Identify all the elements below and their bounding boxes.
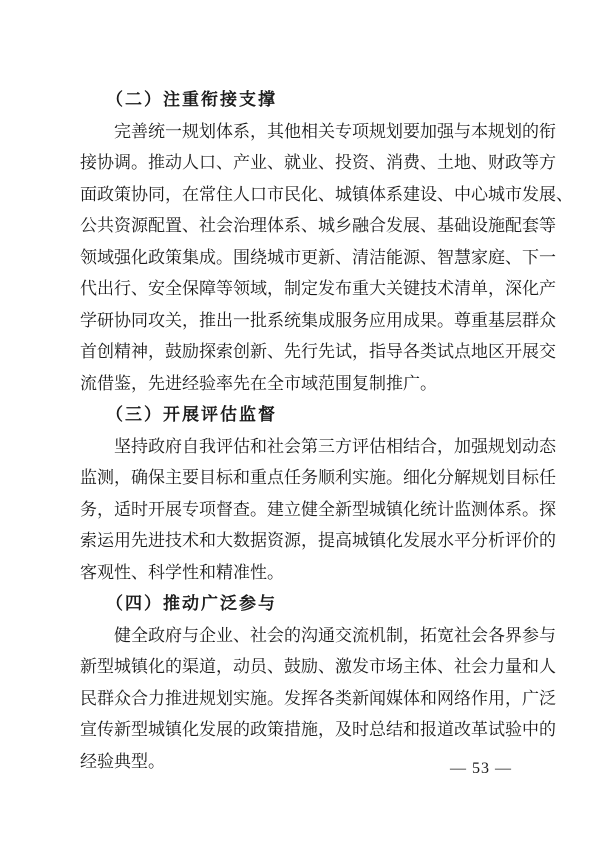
section-heading: （二）注重衔接支撑 <box>106 90 277 110</box>
paragraph-line: 领域强化政策集成。围绕城市更新、清洁能源、智慧家庭、下一 <box>80 247 556 268</box>
paragraph-line: 面政策协同，在常住人口市民化、城镇体系建设、中心城市发展、 <box>80 184 573 205</box>
paragraph-line: 接协调。推动人口、产业、就业、投资、消费、土地、财政等方 <box>80 153 556 173</box>
paragraph-line: 学研协同攻关，推出一批系统集成服务应用成果。尊重基层群众 <box>80 310 556 331</box>
paragraph-line: 完善统一规划体系，其他相关专项规划要加强与本规划的衔 <box>114 121 556 142</box>
paragraph-line: 客观性、科学性和精准性。 <box>80 562 284 583</box>
paragraph-line: 首创精神，鼓励探索创新、先行先试，指导各类试点地区开展交 <box>80 342 556 362</box>
paragraph-line: 代出行、安全保障等领域，制定发布重大关键技术清单，深化产 <box>80 279 556 299</box>
paragraph-line: 务，适时开展专项督查。建立健全新型城镇化统计监测体系。探 <box>80 499 556 520</box>
paragraph-line: 索运用先进技术和大数据资源，提高城镇化发展水平分析评价的 <box>80 531 556 551</box>
section <box>80 85 573 400</box>
section-heading: （三）开展评估监督 <box>106 405 277 425</box>
paragraph-line: 民群众合力推进规划实施。发挥各类新闻媒体和网络作用，广泛 <box>80 688 556 709</box>
section <box>80 400 556 589</box>
paragraph-line: 健全政府与企业、社会的沟通交流机制，拓宽社会各界参与 <box>114 625 556 646</box>
paragraph-line: 公共资源配置、社会治理体系、城乡融合发展、基础设施配套等 <box>80 216 556 236</box>
page-number: — 53 — <box>450 760 512 777</box>
paragraph-line: 坚持政府自我评估和社会第三方评估相结合，加强规划动态 <box>114 436 556 457</box>
paragraph-line: 经验典型。 <box>80 751 165 772</box>
section-heading: （四）推动广泛参与 <box>106 594 277 614</box>
paragraph-line: 新型城镇化的渠道，动员、鼓励、激发市场主体、社会力量和人 <box>80 657 556 677</box>
paragraph-line: 监测，确保主要目标和重点任务顺利实施。细化分解规划目标任 <box>80 468 556 488</box>
paragraph-line: 宣传新型城镇化发展的政策措施，及时总结和报道改革试验中的 <box>80 720 556 740</box>
document-body <box>80 85 573 778</box>
section <box>80 589 556 778</box>
paragraph-line: 流借鉴，先进经验率先在全市域范围复制推广。 <box>80 373 437 394</box>
